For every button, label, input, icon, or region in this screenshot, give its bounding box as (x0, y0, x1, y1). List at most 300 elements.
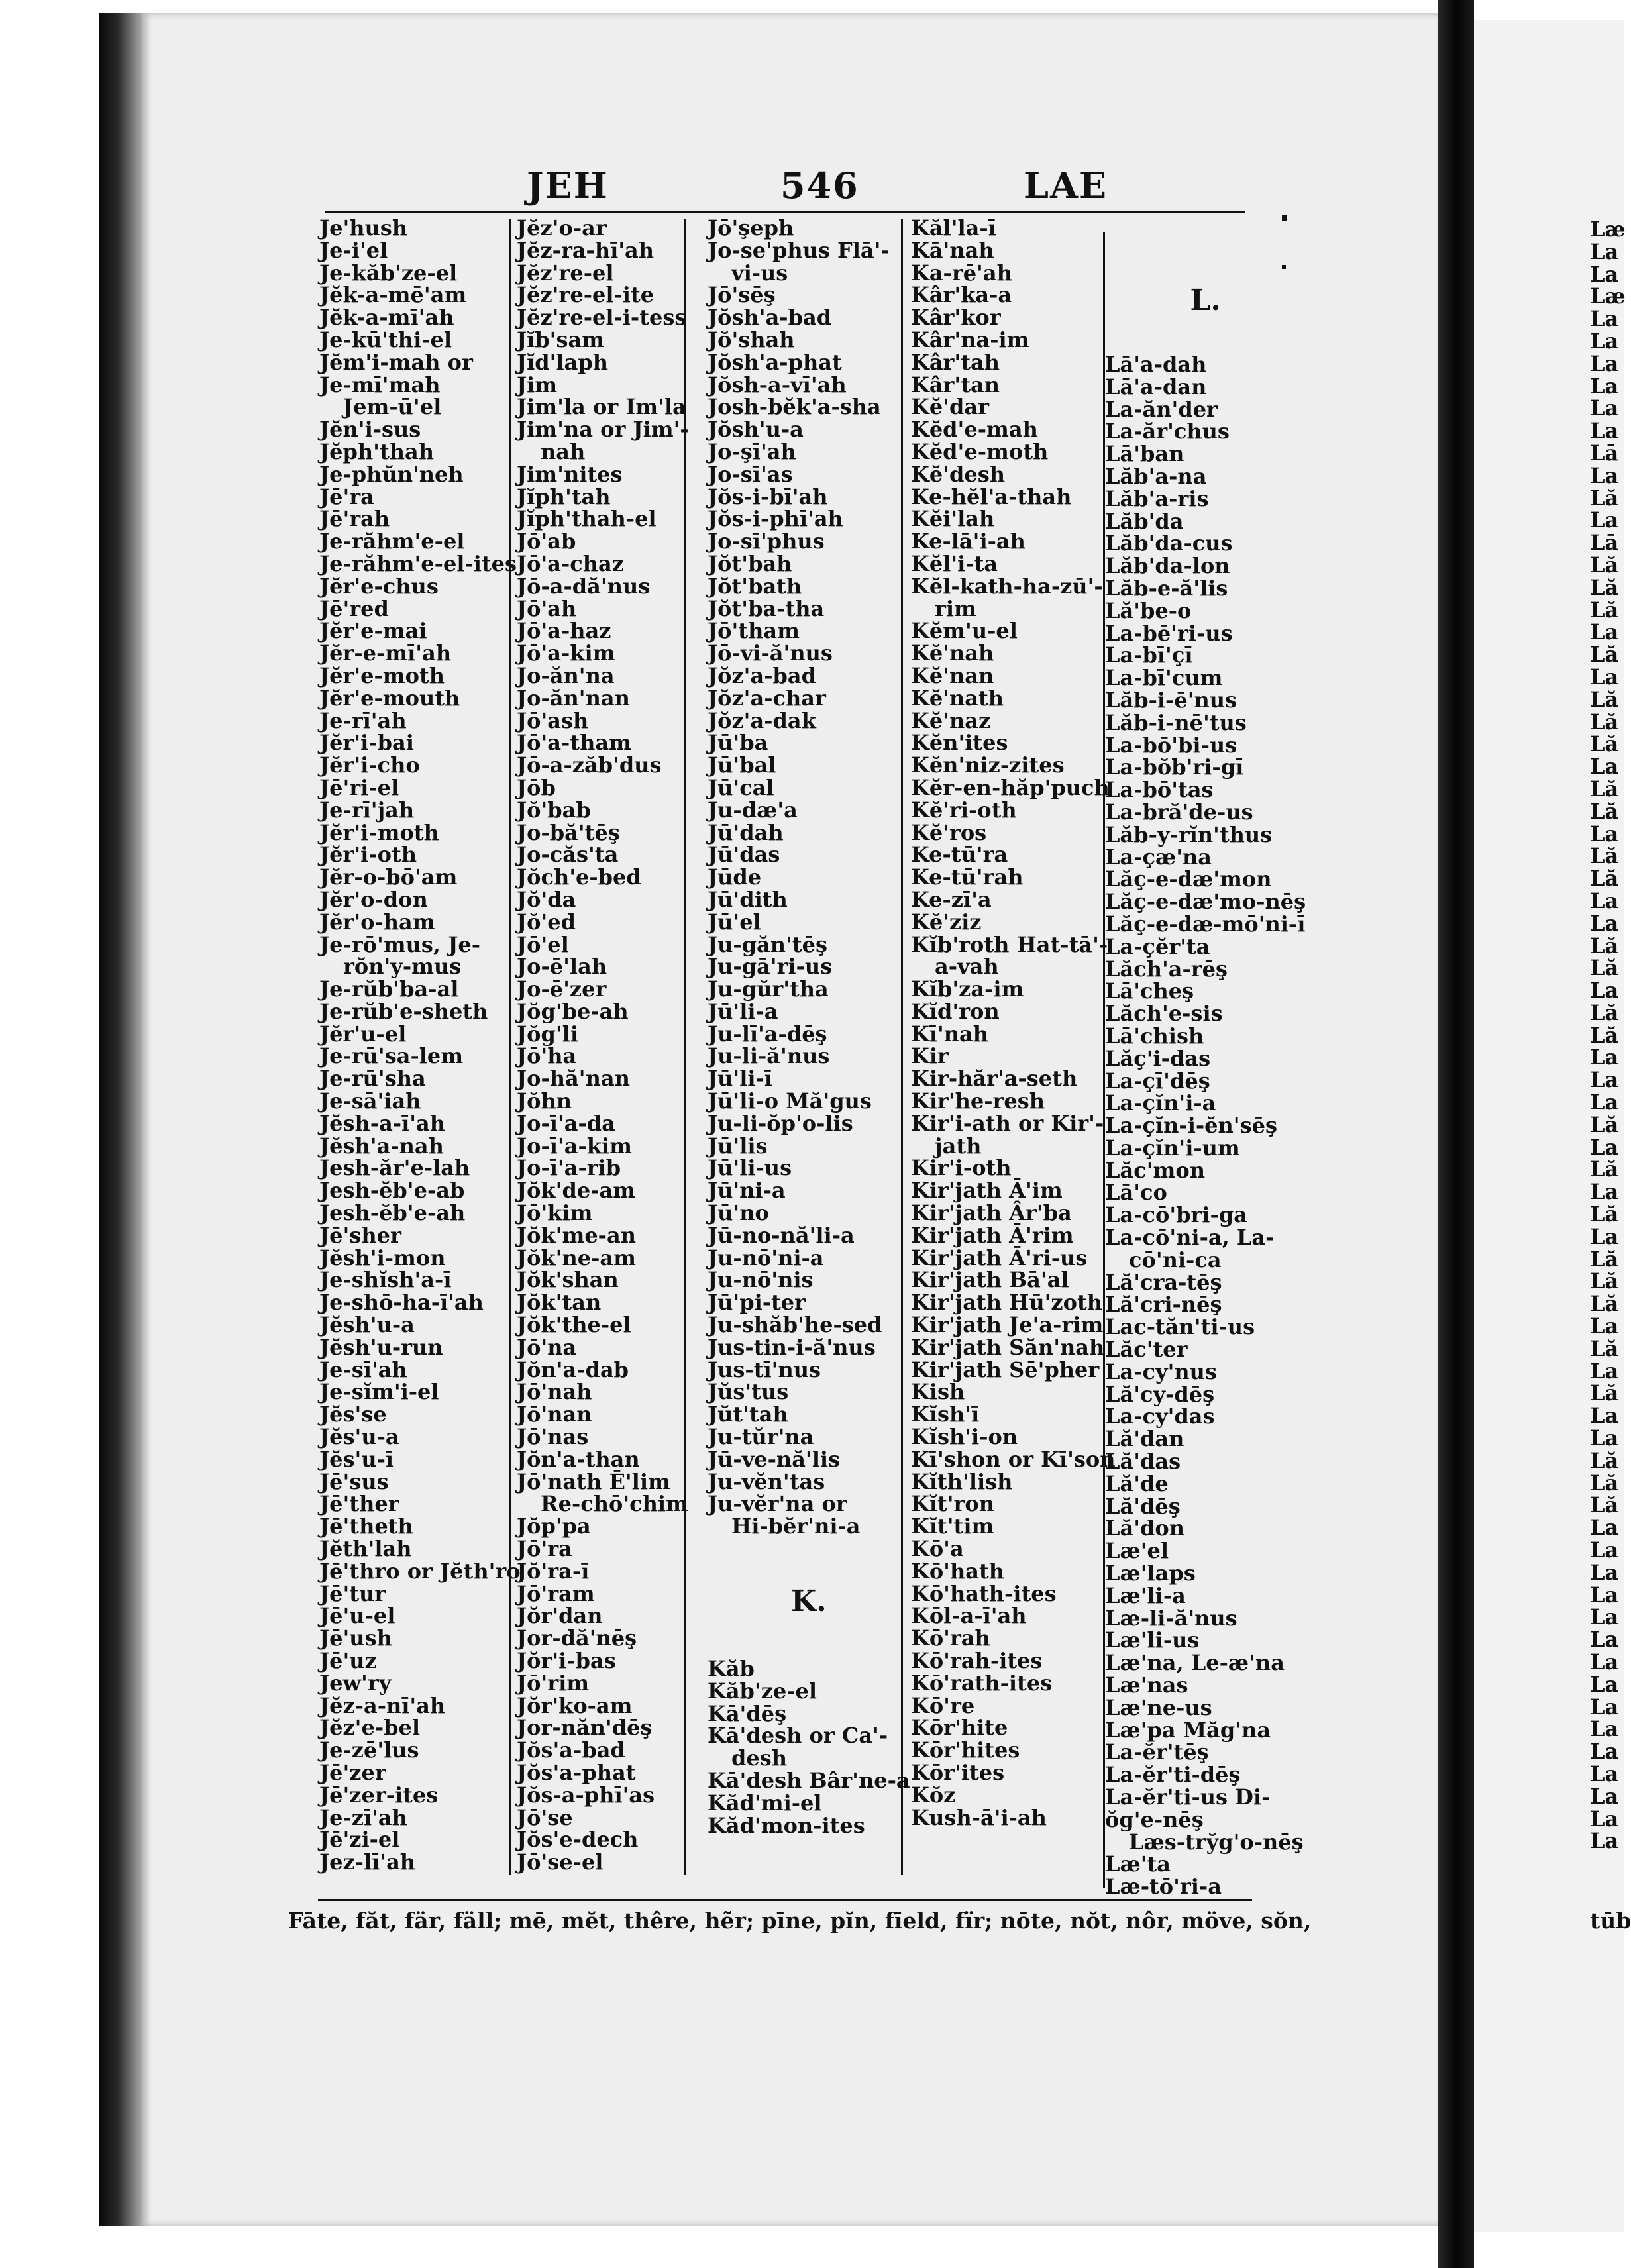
dictionary-entry: Kō'rath-ites (911, 1670, 1053, 1696)
dictionary-entry: Kĭt'ron (911, 1491, 995, 1517)
next-page-entry: La (1590, 1537, 1619, 1563)
dictionary-entry: Jō'a-haz (517, 618, 611, 644)
dictionary-entry: Jō'ash (517, 707, 589, 733)
dictionary-entry: La-çĕr'ta (1105, 933, 1210, 959)
dictionary-entry: Jĕm'i-mah or (319, 349, 473, 375)
dictionary-entry: Jō'el (517, 931, 569, 957)
dictionary-entry: Lā'a-dan (1105, 374, 1207, 399)
dictionary-entry: Kō'rah-ites (911, 1648, 1043, 1673)
dictionary-entry: La-bră'de-us (1105, 799, 1253, 825)
dictionary-entry: Lā'co (1105, 1180, 1167, 1206)
next-page-entry: La (1590, 1134, 1619, 1160)
dictionary-entry: Lăb-i-ē'nus (1105, 687, 1237, 713)
dictionary-entry: Kĭd'ron (911, 998, 1000, 1024)
dictionary-entry: Jū-no-nă'li-a (708, 1222, 855, 1248)
dictionary-entry: Jĕz'e-bel (319, 1715, 420, 1741)
dictionary-entry: Je-zē'lus (319, 1737, 419, 1763)
dictionary-entry: Jŏg'li (517, 1021, 578, 1047)
next-page-entry: Lă (1590, 798, 1619, 824)
dictionary-entry: Ke-tū'rah (911, 864, 1024, 890)
dictionary-entry: Jŏk'tan (517, 1290, 602, 1315)
dictionary-entry: Kir'jath Ā'im (911, 1178, 1063, 1204)
dictionary-entry: Jē'tur (319, 1580, 386, 1606)
dictionary-entry: Lăb'da-lon (1105, 553, 1230, 579)
next-page-entry: Lă (1590, 1470, 1619, 1496)
dictionary-entry: Jŏz'a-char (708, 685, 826, 711)
dictionary-entry: Jŏt'bah (708, 550, 792, 576)
dictionary-entry: Jesh-ĕb'e-ah (319, 1200, 466, 1226)
dictionary-entry: Kō'hath (911, 1558, 1004, 1584)
dictionary-entry: Kĭsh'i-on (911, 1424, 1018, 1450)
dictionary-entry: Jo-se'phus Flā'- (708, 237, 890, 263)
dictionary-entry: Lăch'e-sis (1105, 1001, 1223, 1027)
dictionary-entry: Lă'cy-dēş (1105, 1381, 1215, 1407)
dictionary-entry: Jū'das (708, 842, 780, 868)
dictionary-entry: Je-rī'ah (319, 707, 407, 733)
dictionary-entry: Kĕ'nah (911, 641, 994, 666)
next-page-entry: Lă (1590, 1111, 1619, 1137)
dictionary-entry: Jē'red (319, 595, 389, 621)
word-column-2 (517, 217, 689, 1874)
dictionary-entry: Kush-ā'i-ah (911, 1804, 1047, 1830)
next-page-footer: tūb (1590, 1908, 1631, 1933)
dictionary-entry: Kĭsh'ī (911, 1402, 980, 1427)
dictionary-entry: Je-i'el (319, 237, 388, 263)
dictionary-entry: La-çĭn-i-ĕn'sēş (1105, 1113, 1277, 1139)
dictionary-entry: Ke-hĕl'a-thah (911, 484, 1072, 509)
next-page-entry: La (1590, 1358, 1619, 1384)
dictionary-entry: Jez-lī'ah (319, 1849, 416, 1875)
dictionary-entry: Jē'sher (319, 1222, 401, 1248)
dictionary-entry: Jō'nath Ē'lim (517, 1469, 670, 1494)
dictionary-entry: Jū'bal (708, 752, 776, 778)
dictionary-entry: Jĕr-o-bō'am (319, 864, 458, 890)
next-page-entry: La (1590, 1694, 1619, 1720)
next-page-entry: La (1590, 261, 1619, 287)
dictionary-entry: Kōr'hite (911, 1715, 1008, 1741)
next-page-column (1590, 219, 1626, 1853)
dictionary-entry: Lā'ban (1105, 441, 1184, 467)
next-page-entry: La (1590, 1828, 1619, 1854)
dictionary-entry: Jō'ram (517, 1580, 595, 1606)
dictionary-entry: Kŏz (911, 1782, 956, 1808)
next-page-entry: Lă (1590, 955, 1619, 981)
dictionary-entry: Jo-şī'ah (708, 438, 796, 464)
dictionary-entry: Jo-ăn'nan (517, 685, 630, 711)
dictionary-entry: Læ'na, Le-æ'na (1105, 1650, 1285, 1676)
dictionary-entry: Jū'pi-ter (708, 1290, 806, 1315)
dictionary-entry: Jĕr'i-oth (319, 842, 417, 868)
dictionary-entry: Jŏk'me-an (517, 1222, 636, 1248)
dictionary-entry: Kō're (911, 1692, 975, 1718)
dictionary-entry: Kā'dēş (708, 1700, 787, 1726)
dictionary-entry: Jesh-ĕb'e-ab (319, 1178, 465, 1204)
dictionary-entry: La-ăn'der (1105, 396, 1218, 422)
dictionary-entry: Kâr'tah (911, 349, 1000, 375)
dictionary-entry: Jo-sī'phus (708, 529, 825, 554)
next-page-entry: Lă (1590, 843, 1619, 869)
dictionary-entry: Jŏt'ba-tha (708, 595, 825, 621)
dictionary-entry: Jē'zi-el (319, 1827, 400, 1853)
next-page-entry: Lă (1590, 1246, 1619, 1272)
dictionary-entry: rŏn'y-mus (343, 954, 462, 980)
dictionary-entry: Jŏs-i-phī'ah (708, 506, 843, 532)
dictionary-entry: Kā'desh Bâr'ne-a (708, 1768, 910, 1793)
dictionary-entry: Kĕn'ites (911, 730, 1008, 756)
dictionary-entry: Ju-gŭr'tha (708, 976, 829, 1002)
dictionary-entry: Kĭb'za-im (911, 976, 1024, 1002)
dictionary-entry: Jŏr'ko-am (517, 1692, 633, 1718)
dictionary-entry: Kir'jath Hū'zoth (911, 1290, 1102, 1315)
dictionary-entry: Jē'thro or Jĕth'ro (319, 1558, 521, 1584)
dictionary-entry: Kâr'tan (911, 372, 1000, 397)
next-page-entry: Læ (1590, 284, 1626, 309)
dictionary-entry: Kir'i-ath or Kir'- (911, 1110, 1104, 1136)
dictionary-entry: Jĕr'e-mai (319, 618, 427, 644)
dictionary-entry: Jō'nah (517, 1379, 592, 1405)
dictionary-entry: Jō'ab (517, 529, 576, 554)
dictionary-entry: Re-chō'chim (541, 1491, 688, 1517)
dictionary-entry: Je-phŭn'neh (319, 461, 464, 487)
dictionary-entry: Je-rō'mus, Je- (319, 931, 480, 957)
next-page-entry: Lă (1590, 776, 1619, 801)
dictionary-entry: Jĕz're-el (517, 260, 614, 285)
word-column-1 (319, 217, 521, 1874)
next-page-entry: La (1590, 306, 1619, 332)
dictionary-entry: Jū'el (708, 909, 761, 935)
dictionary-entry: Je-răhm'e-el-ites (319, 550, 517, 576)
dictionary-entry: Lăb-y-rĭn'thus (1105, 821, 1273, 847)
next-page-entry: La (1590, 1403, 1619, 1429)
dictionary-entry: Lăb'da (1105, 508, 1184, 534)
next-page-entry: La (1590, 238, 1619, 264)
next-page-entry: La (1590, 328, 1619, 354)
dictionary-entry: Lăc'mon (1105, 1157, 1205, 1183)
dictionary-entry: Jĕz're-el-i-tess (517, 305, 687, 331)
dictionary-entry: Jĕz'o-ar (517, 215, 607, 240)
dictionary-entry: Lă'de (1105, 1470, 1169, 1496)
dictionary-entry: Jē'rah (319, 506, 390, 532)
dictionary-entry: Kish (911, 1379, 965, 1405)
dictionary-entry: Jŏs'a-phat (517, 1759, 636, 1785)
dictionary-entry: Jor-năn'dēş (517, 1715, 653, 1741)
dictionary-entry: Je-shĭsh'a-ī (319, 1267, 452, 1293)
dictionary-entry: Kō'a (911, 1536, 964, 1562)
next-page-entry: Lă (1590, 574, 1619, 600)
dictionary-entry: La-bē'ri-us (1105, 620, 1233, 646)
dictionary-entry: Ju-lī'a-dēş (708, 1021, 827, 1047)
word-column-4 (911, 217, 1116, 1829)
dictionary-entry: La-ăr'chus (1105, 419, 1230, 444)
dictionary-entry: Jō'se-el (517, 1849, 604, 1875)
dictionary-entry: Jŏ'ed (517, 909, 576, 935)
dictionary-entry: Jū'ni-a (708, 1178, 786, 1204)
dictionary-entry: Læs-try̆g'o-nēş (1129, 1829, 1304, 1855)
next-page-entry: Lă (1590, 1291, 1619, 1317)
next-page-entry: Lă (1590, 731, 1619, 757)
next-page-entry: La (1590, 910, 1619, 936)
dictionary-entry: Jĕr'i-moth (319, 819, 439, 845)
dictionary-entry: nah (541, 438, 586, 464)
dictionary-entry: La-cy'das (1105, 1404, 1215, 1429)
dictionary-entry: Jō'kim (517, 1200, 593, 1226)
dictionary-entry: Jŏsh'a-phat (708, 349, 842, 375)
dictionary-entry: Jĕr'u-el (319, 1021, 407, 1047)
dictionary-entry: Kī'shon or Kī'son (911, 1446, 1116, 1472)
dictionary-entry: Jo-sī'as (708, 461, 793, 487)
dictionary-entry: Kir-hăr'a-seth (911, 1066, 1078, 1092)
dictionary-entry: Læ'pa Măg'na (1105, 1717, 1271, 1743)
section-letter: L. (1190, 284, 1221, 317)
dictionary-entry: Læ-tō'ri-a (1105, 1874, 1222, 1900)
dictionary-entry: Jĕsh'u-run (319, 1334, 443, 1360)
dictionary-entry: Lă'das (1105, 1449, 1181, 1474)
dictionary-entry: Jĕr'e-moth (319, 662, 445, 688)
dictionary-entry: Jĕth'lah (319, 1536, 412, 1562)
dictionary-entry: Kĕl-kath-ha-zū'- (911, 573, 1103, 599)
next-page-entry: Lă (1590, 866, 1619, 892)
next-page-entry: La (1590, 373, 1619, 399)
dictionary-entry: Jĕs'u-ī (319, 1446, 394, 1472)
dictionary-entry: Jĭd'laph (517, 349, 608, 375)
next-page-entry: Lă (1590, 933, 1619, 958)
next-page-entry: La (1590, 619, 1619, 645)
dictionary-entry: Hi-bĕr'ni-a (731, 1514, 861, 1539)
next-page-entry: Lă (1590, 1157, 1619, 1182)
dictionary-entry: Jĕz-a-nī'ah (319, 1692, 446, 1718)
dictionary-entry: Læ'ta (1105, 1851, 1171, 1877)
next-page-entry: La (1590, 1716, 1619, 1742)
dictionary-entry: Kir'jath Ā'ri-us (911, 1245, 1088, 1270)
dictionary-entry: Jew'ry (319, 1670, 392, 1696)
dictionary-entry: Jō'şeph (708, 215, 794, 240)
dictionary-entry: Jŏs'a-bad (517, 1737, 625, 1763)
dictionary-entry: Jesh-ăr'e-lah (319, 1155, 470, 1181)
dictionary-entry: Læ'ne-us (1105, 1694, 1212, 1720)
dictionary-entry: Kăd'mon-ites (708, 1812, 865, 1838)
dictionary-entry: Jō-vi-ă'nus (708, 641, 833, 666)
dictionary-entry: Ke-zī'a (911, 886, 992, 912)
dictionary-entry: Lā'a-dah (1105, 352, 1207, 377)
dictionary-entry: Jō'na (517, 1334, 577, 1360)
dictionary-entry: desh (731, 1745, 788, 1771)
dictionary-entry: Je-rī'jah (319, 797, 415, 823)
next-page-entry: La (1590, 1806, 1619, 1831)
next-page-entry: Lă (1590, 552, 1619, 578)
dictionary-entry: Jŏsh'a-bad (708, 305, 832, 331)
dictionary-entry: Lăç-e-dæ'mo-nēş (1105, 889, 1306, 915)
dictionary-entry: Kir'i-oth (911, 1155, 1012, 1181)
dictionary-entry: Lăc'ter (1105, 1337, 1188, 1363)
dictionary-entry: Kâr'na-im (911, 327, 1029, 352)
dictionary-entry: Læ'laps (1105, 1561, 1196, 1586)
dictionary-entry: vi-us (731, 260, 788, 285)
dictionary-entry: Je-răhm'e-el (319, 529, 465, 554)
dictionary-entry: Jĕph'thah (319, 438, 434, 464)
dictionary-entry: Kĭb'roth Hat-tā'- (911, 931, 1108, 957)
dictionary-entry: Jŏs-i-bī'ah (708, 484, 828, 509)
dictionary-entry: Jū'li-ī (708, 1066, 772, 1092)
dictionary-entry: Jō'a-kim (517, 641, 615, 666)
next-page-entry: La (1590, 350, 1619, 376)
next-page-entry: La (1590, 754, 1619, 780)
dictionary-entry: Jŏ'ra-ī (517, 1558, 590, 1584)
dictionary-entry: Jŏp'pa (517, 1514, 591, 1539)
dictionary-entry: La-çī'dēş (1105, 1068, 1210, 1094)
dictionary-entry: Jĕsh'u-a (319, 1312, 415, 1338)
dictionary-entry: Jĭb'sam (517, 327, 605, 352)
book-gutter (1438, 0, 1474, 2268)
dictionary-entry: Kĕ'desh (911, 461, 1005, 487)
dictionary-entry: Jū'li-us (708, 1155, 792, 1181)
dictionary-entry: Jē'u-el (319, 1603, 395, 1629)
dictionary-entry: Jŏsh-a-vī'ah (708, 372, 847, 397)
dictionary-entry: Jĕz-ra-hī'ah (517, 237, 655, 263)
dictionary-entry: La-bō'tas (1105, 777, 1214, 803)
dictionary-entry: Kâr'kor (911, 305, 1001, 331)
dictionary-entry: Jū'li-a (708, 998, 778, 1024)
dictionary-entry: rim (935, 595, 976, 621)
dictionary-entry: Jor-dă'nēş (517, 1625, 637, 1651)
dictionary-entry: La-cy'nus (1105, 1359, 1217, 1384)
dictionary-entry: Læ'el (1105, 1538, 1169, 1564)
dictionary-entry: a-vah (935, 954, 999, 980)
dictionary-entry: Ju-vĕn'tas (708, 1469, 825, 1494)
dictionary-entry: La-bō'bi-us (1105, 732, 1237, 758)
dictionary-entry: Lă'dan (1105, 1426, 1184, 1452)
dictionary-entry: Jō'ra (517, 1536, 572, 1562)
dictionary-entry: Lăç-e-dæ'mon (1105, 866, 1272, 892)
next-page-entry: La (1590, 664, 1619, 690)
dictionary-entry: Lă'be-o (1105, 597, 1192, 623)
header-rule (325, 211, 1245, 213)
next-page-entry: La (1590, 1223, 1619, 1249)
running-head-left: JEH (527, 164, 609, 207)
dictionary-entry: Je-sī'ah (319, 1357, 407, 1382)
dictionary-entry: Jo-ī'a-rib (517, 1155, 621, 1181)
next-page-entry: Lă (1590, 1447, 1619, 1473)
dictionary-entry: Kăl'la-ī (911, 215, 996, 240)
dictionary-entry: Je-sĭm'i-el (319, 1379, 439, 1405)
dictionary-entry: Jŏhn (517, 1088, 572, 1114)
dictionary-entry: Lā'cheş (1105, 978, 1194, 1004)
next-page-entry: Lă (1590, 1380, 1619, 1406)
dictionary-entry: Jē'uz (319, 1648, 377, 1673)
dictionary-entry: Jo-ē'lah (517, 954, 607, 980)
dictionary-entry: Jŏr'dan (517, 1603, 603, 1629)
footer-rule (318, 1899, 1252, 1901)
dictionary-entry: Jū'no (708, 1200, 769, 1226)
dictionary-entry: Jŭs'tus (708, 1379, 789, 1405)
dictionary-entry: Jŏ'shah (708, 327, 795, 352)
dictionary-entry: Jĕr-e-mī'ah (319, 641, 452, 666)
dictionary-entry: Lă'cri-nēş (1105, 1292, 1222, 1317)
next-page-entry: Lă (1590, 1000, 1619, 1025)
dictionary-entry: Jĕsh-a-ī'ah (319, 1110, 446, 1136)
next-page-entry: Lă (1590, 485, 1619, 511)
next-page-entry: Læ (1590, 217, 1626, 242)
dictionary-entry: Lăb-e-ă'lis (1105, 575, 1228, 601)
dictionary-entry: Je-sā'iah (319, 1088, 421, 1114)
dictionary-entry: Kĕm'u-el (911, 618, 1018, 644)
next-page-entry: Lă (1590, 709, 1619, 735)
dictionary-entry: Jĕr'o-don (319, 886, 428, 912)
next-page-entry: Lă (1590, 1202, 1619, 1227)
dictionary-entry: Jŏk'shan (517, 1267, 619, 1293)
dictionary-entry: Jō'ha (517, 1043, 577, 1069)
dictionary-entry: Jĕs'se (319, 1402, 387, 1427)
dictionary-entry: Jŏk'the-el (517, 1312, 631, 1338)
dictionary-entry: Jem-ū'el (343, 394, 442, 420)
dictionary-entry: Kir'jath Je'a-rim (911, 1312, 1104, 1338)
dictionary-entry: Jĭph'tah (517, 484, 611, 509)
dictionary-entry: Jē'ra (319, 484, 374, 509)
next-page-entry: La (1590, 1425, 1619, 1451)
dictionary-entry: Jē'ther (319, 1491, 399, 1517)
dictionary-entry: La-bŏb'ri-gī (1105, 754, 1244, 780)
dictionary-entry: La-çĭn'i-um (1105, 1135, 1240, 1160)
dictionary-entry: Kir'jath Săn'nah (911, 1334, 1105, 1360)
dictionary-entry: Kōr'ites (911, 1759, 1005, 1785)
next-page-entry: La (1590, 1179, 1619, 1205)
dictionary-entry: Lăç-e-dæ-mō'ni-ī (1105, 911, 1306, 937)
dictionary-entry: Kĕd'e-mah (911, 417, 1038, 442)
next-page-entry: La (1590, 1649, 1619, 1675)
dictionary-entry: Jŏch'e-bed (517, 864, 641, 890)
next-page-entry: Lă (1590, 1335, 1619, 1361)
dictionary-entry: Kĕn'niz-zites (911, 752, 1065, 778)
dictionary-entry: Jŏ'bab (517, 797, 591, 823)
next-page-entry: Lă (1590, 597, 1619, 623)
next-page-entry: La (1590, 462, 1619, 488)
dictionary-entry: Jŏn'a-than (517, 1446, 640, 1472)
dictionary-entry: Lă'don (1105, 1516, 1185, 1541)
dictionary-entry: Kĭt'tim (911, 1514, 994, 1539)
next-page-entry: La (1590, 1582, 1619, 1608)
dictionary-entry: Jĕz're-el-ite (517, 282, 655, 308)
dictionary-entry: Jō'rim (517, 1670, 590, 1696)
dictionary-entry: Jĕr'i-bai (319, 730, 414, 756)
dictionary-entry: Je-kăb'ze-el (319, 260, 458, 285)
dictionary-entry: Læ'li-a (1105, 1582, 1186, 1608)
dictionary-entry: Jŏz'a-dak (708, 707, 816, 733)
dictionary-entry: Jō'a-tham (517, 730, 631, 756)
next-page-entry: La (1590, 821, 1619, 847)
dictionary-entry: Ka-rē'ah (911, 260, 1012, 285)
next-page-entry: La (1590, 1067, 1619, 1093)
word-column-5 (1105, 217, 1306, 1898)
dictionary-entry: Jĕs'u-a (319, 1424, 399, 1450)
dictionary-entry: Jĕsh'a-nah (319, 1133, 444, 1159)
dictionary-entry: Ju-gā'ri-us (708, 954, 833, 980)
dictionary-entry: Jŏz'a-bad (708, 662, 816, 688)
next-page-entry: La (1590, 1627, 1619, 1653)
next-page-entry: Lā (1590, 530, 1619, 556)
dictionary-entry: Jim'nites (517, 461, 623, 487)
dictionary-entry: Ju-li-ă'nus (708, 1043, 830, 1069)
dictionary-entry: Kĕ'ri-oth (911, 797, 1017, 823)
dictionary-entry: Jō'ah (517, 595, 577, 621)
dictionary-entry: Ju-tŭr'na (708, 1424, 814, 1450)
dictionary-entry: Kir'jath Âr'ba (911, 1200, 1072, 1226)
page-edge-shadow (99, 13, 146, 2226)
dictionary-entry: Jē'zer-ites (319, 1782, 439, 1808)
dictionary-entry: Kĕ'naz (911, 707, 991, 733)
dictionary-entry: Jē'theth (319, 1514, 413, 1539)
next-page-entry: Lă (1590, 686, 1619, 712)
dictionary-entry: La-çæ'na (1105, 844, 1212, 870)
next-page-entry: La (1590, 1090, 1619, 1115)
